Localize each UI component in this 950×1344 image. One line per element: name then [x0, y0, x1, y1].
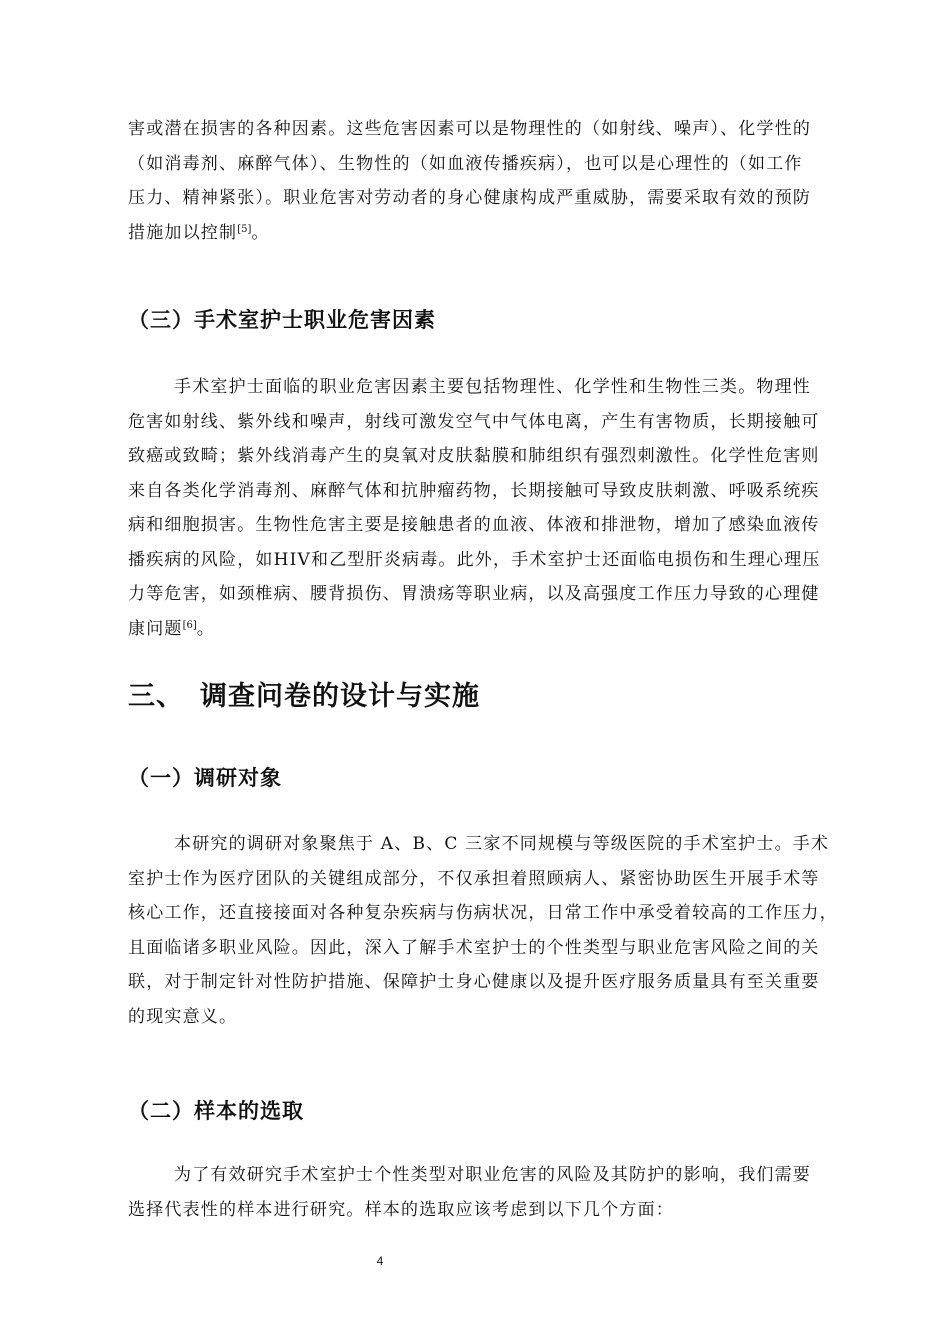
text-line: 播疾病的风险，如HIV和乙型肝炎病毒。此外，手术室护士还面临电损伤和生理心理压 — [128, 549, 821, 570]
text-line: 力等危害，如颈椎病、腰背损伤、胃溃疡等职业病，以及高强度工作压力导致的心理健 — [128, 584, 820, 604]
citation-reference: [5] — [237, 223, 252, 235]
section-title: 调查问卷的设计与实施 — [200, 681, 480, 712]
text-line: 核心工作，还直接接面对各种复杂疾病与伤病状况，日常工作中承受着较高的工作压力， — [128, 903, 838, 923]
text-line-content: 措施加以控制 — [128, 222, 238, 243]
text-line: 压力、精神紧张）。职业危害对劳动者的身心健康构成严重威胁，需要采取有效的预防 — [128, 188, 812, 208]
section-heading-3-2: （二）样本的选取 — [128, 1099, 304, 1123]
paragraph-hazard-factors — [128, 370, 858, 646]
text-line: 危害如射线、紫外线和噪声，射线可激发空气中气体电离，产生有害物质，长期接触可 — [128, 411, 820, 432]
text-line: 且面临诸多职业风险。因此，深入了解手术室护士的个性类型与职业危害风险之间的关 — [128, 937, 820, 958]
text-line: 联，对于制定针对性防护措施、保障护士身心健康以及提升医疗服务质量具有至关重要 — [128, 972, 820, 992]
section-heading-3-1: （一）调研对象 — [128, 766, 282, 790]
text-line: （如消毒剂、麻醉气体）、生物性的（如血液传播疾病），也可以是心理性的（如工作 — [128, 153, 803, 174]
text-line: 选择代表性的样本进行研究。样本的选取应该考虑到以下几个方面： — [128, 1199, 674, 1220]
text-line — [128, 216, 858, 251]
page-number: 4 — [376, 1254, 384, 1268]
text-line: 来自各类化学消毒剂、麻醉气体和抗肿瘤药物，长期接触可导致皮肤刺激、呼吸系统疾 — [128, 480, 820, 501]
paragraph-sample-selection — [128, 1158, 858, 1227]
text-line-content: 康问题 — [128, 618, 183, 639]
text-line-end: 。 — [196, 618, 215, 639]
citation-reference: [6] — [182, 619, 197, 631]
section-number: 三、 — [128, 681, 184, 712]
text-line — [128, 612, 858, 647]
section-heading-3 — [128, 674, 480, 713]
text-line: 本研究的调研对象聚焦于 A、B、C 三家不同规模与等级医院的手术室护士。手术 — [174, 834, 830, 854]
text-line: 手术室护士面临的职业危害因素主要包括物理性、化学性和生物性三类。物理性 — [174, 377, 811, 397]
text-line: 致癌或致畸；紫外线消毒产生的臭氧对皮肤黏膜和肺组织有强烈刺激性。化学性危害则 — [128, 446, 820, 466]
paragraph-occupational-hazard-definition — [128, 112, 858, 250]
section-heading-2-3: （三）手术室护士职业危害因素 — [128, 308, 436, 332]
text-line: 为了有效研究手术室护士个性类型对职业危害的风险及其防护的影响，我们需要 — [174, 1165, 811, 1185]
text-line: 病和细胞损害。生物性危害主要是接触患者的血液、体液和排泄物，增加了感染血液传 — [128, 515, 820, 535]
text-line: 室护士作为医疗团队的关键组成部分，不仅承担着照顾病人、紧密协助医生开展手术等 — [128, 868, 820, 889]
text-line-end: 。 — [251, 222, 270, 243]
text-line: 的现实意义。 — [128, 1006, 238, 1027]
text-line: 害或潜在损害的各种因素。这些危害因素可以是物理性的（如射线、噪声）、化学性的 — [128, 119, 812, 139]
paragraph-research-subjects — [128, 827, 858, 1034]
